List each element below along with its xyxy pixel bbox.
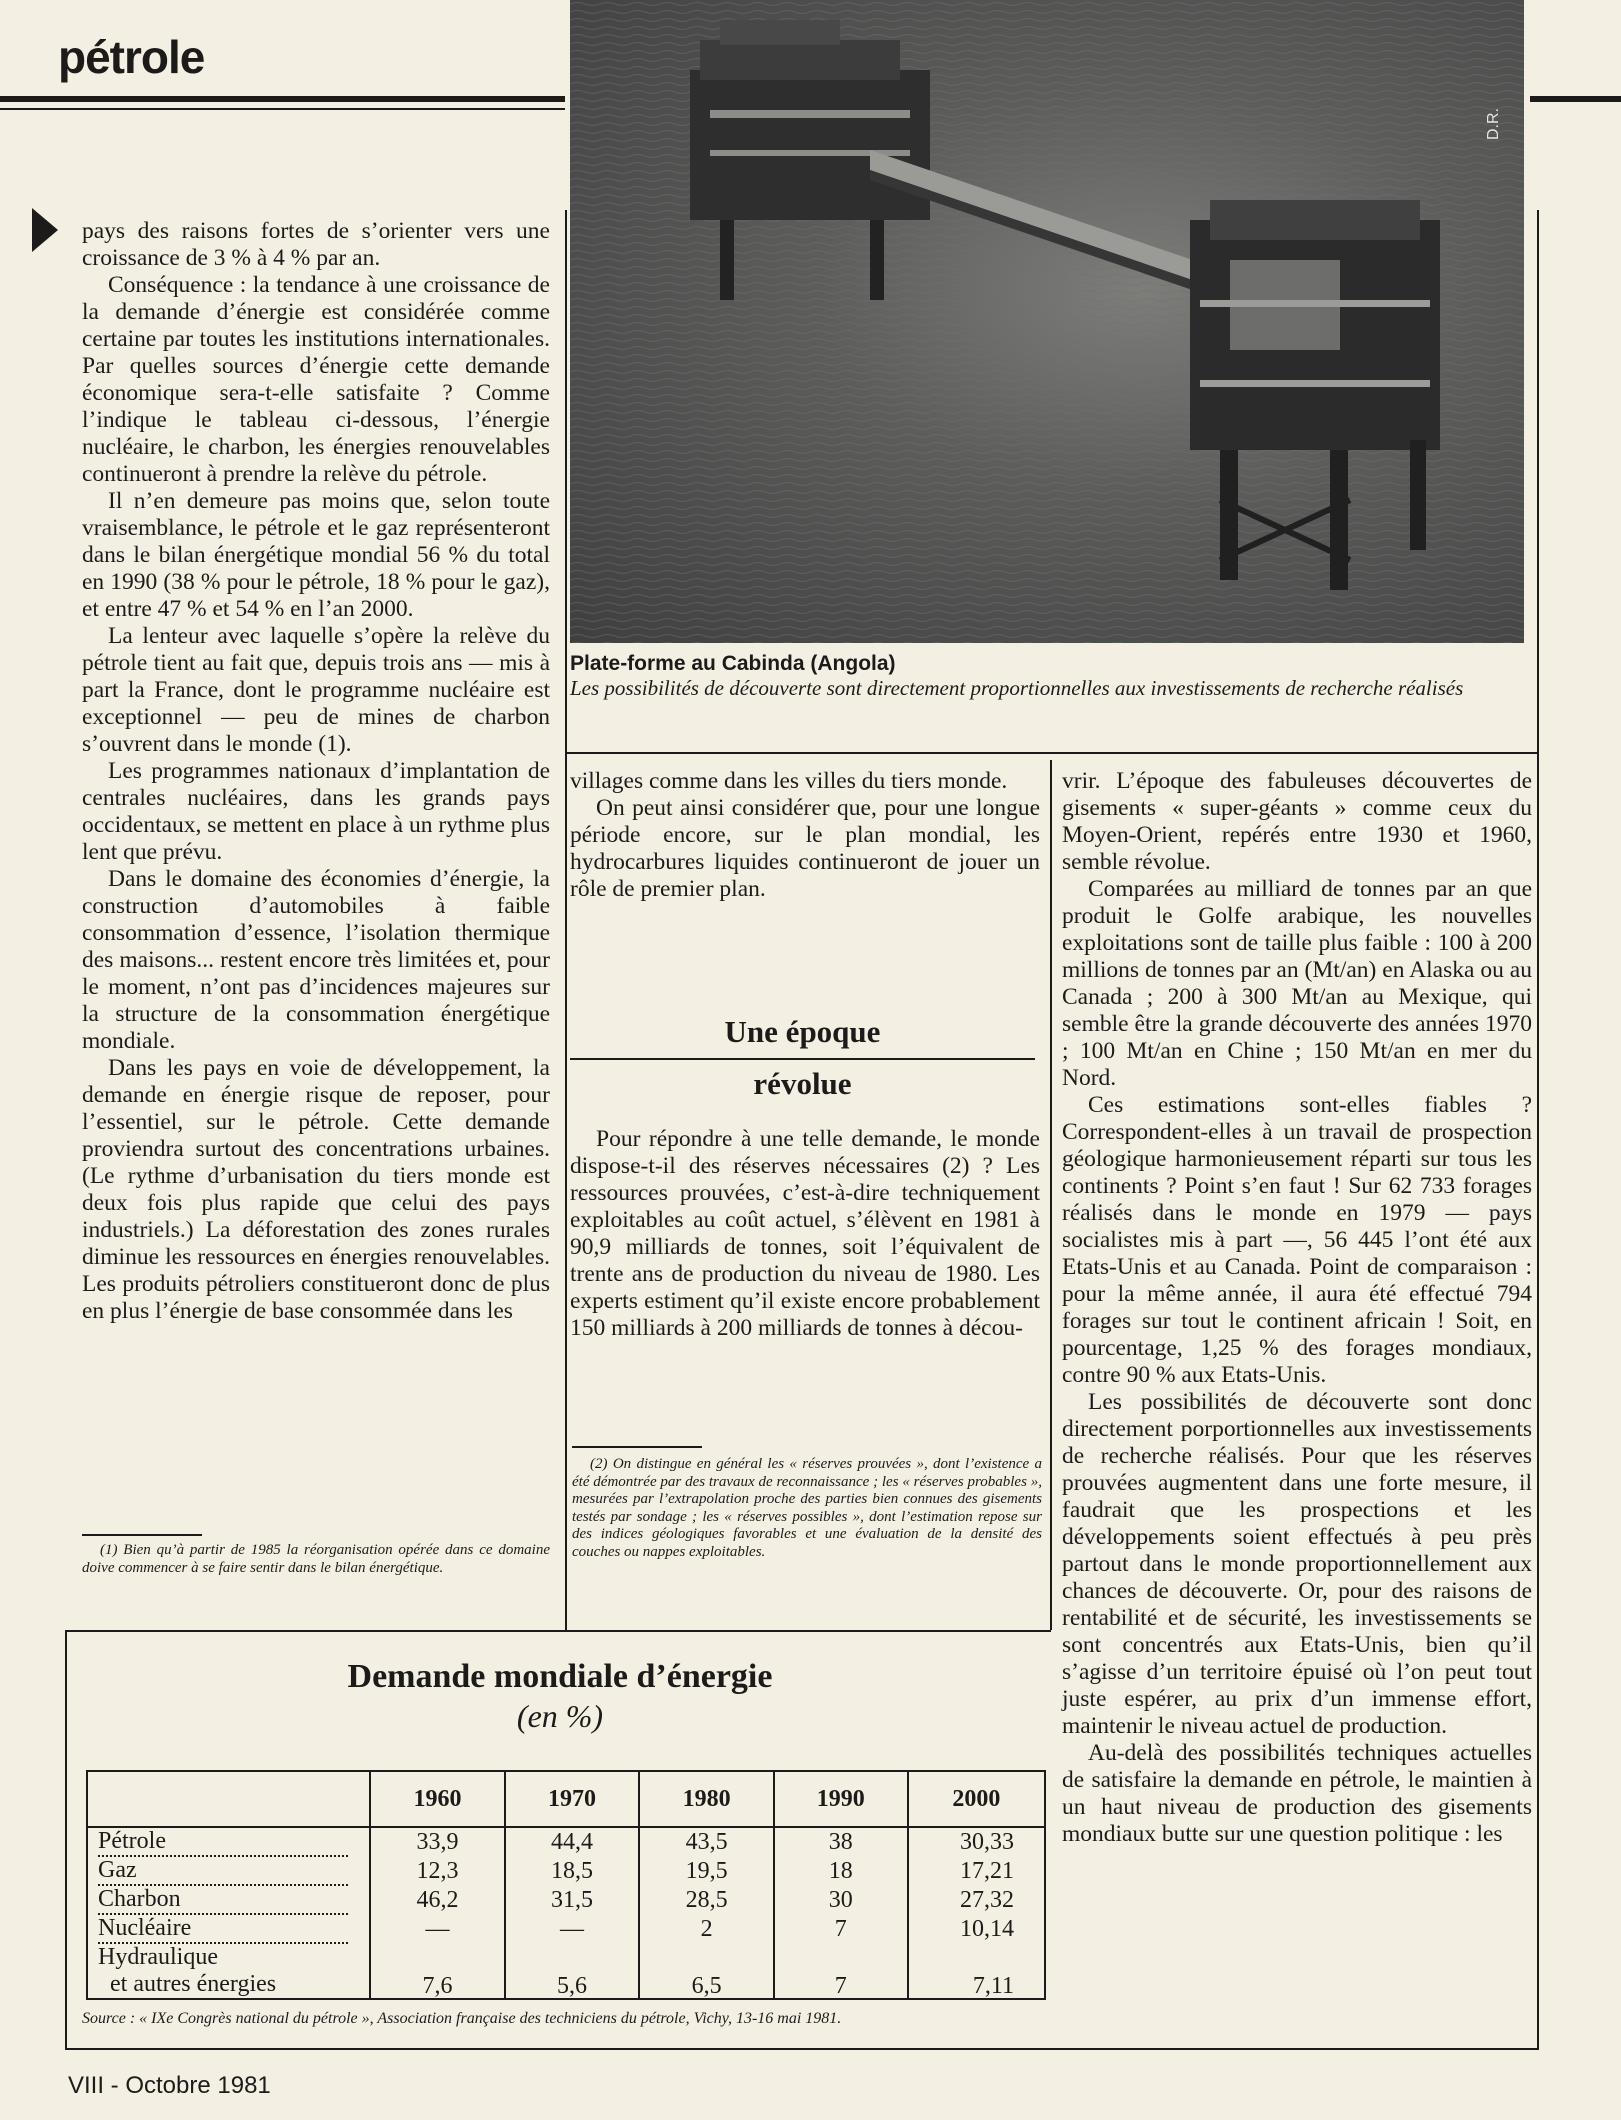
caption-text: Les possibilités de découverte sont directement proportionnelles aux investissements de recherche réalisés xyxy=(570,676,1464,700)
paragraph: Comparées au milliard de tonnes par an que produit le Golfe arabique, les nouvelles exploitations sont de taille plus faible : 100 à 200 millions de tonnes par an (Mt/an) en Alaska ou au Canada ; 200 à 300 Mt/an au Mexique, qui semble être la grande découverte des années 1970 ; 100 Mt/an en Chine ; 150 Mt/an en mer du Nord. xyxy=(1062,876,1532,1091)
column-rule xyxy=(565,210,567,1630)
table-row xyxy=(88,1827,1044,1857)
paragraph: Conséquence : la tendance à une croissance de la demande d’énergie est considérée comme certaine par toutes les institutions internationales. Par quelles sources d’énergie cette demande économique sera-t-elle satisfaite ? Comme l’indique le tableau ci-dessous, l’énergie nucléaire, le charbon, les énergies renouvelables continueront à prendre la relève du pétrole. xyxy=(82,272,550,487)
footnote-text: (1) Bien qu’à partir de 1985 la réorganisation opérée dans ce domaine doive commencer à se faire sentir dans le bilan énergétique. xyxy=(82,1542,550,1576)
paragraph: Les possibilités de découverte sont donc directement porportionnelles aux investissements de recherche réalisés. Pour que les réserves prouvées augmentent dans une forte mesure, il faudrait que les prospections et les développements soient effectués à peu près partout dans le monde proportionnellement aux chances de découverte. Or, pour des raisons de rentabilité et de sécurité, les investissements se sont concentrés aux Etats-Unis, bien qu’il s’agisse d’un territoire épuisé où l’on peut tout juste espérer, au prix d’un immense effort, maintenir le niveau actuel de production. xyxy=(1062,1389,1532,1739)
paragraph: Les programmes nationaux d’implantation de centrales nucléaires, dans les grands pays occidentaux, se mettent en place à un rythme plus lent que prévu. xyxy=(82,758,550,865)
row-label: Gaz xyxy=(98,1857,348,1886)
table-title: Demande mondiale d’énergie xyxy=(347,1658,773,1695)
paragraph: Il n’en demeure pas moins que, selon toute vraisemblance, le pétrole et le gaz représenteront dans le bilan énergétique mondial 56 % du total en 1990 (38 % pour le pétrole, 18 % pour le gaz), et entre 47 % et 54 % en l’an 2000. xyxy=(82,488,550,622)
cell: 27,32 xyxy=(908,1886,1044,1915)
cell: 28,5 xyxy=(639,1886,774,1915)
row-label: Nucléaire xyxy=(98,1915,348,1944)
row-label: Pétrole xyxy=(98,1828,348,1857)
cell: 31,5 xyxy=(505,1886,640,1915)
subhead-line-2: révolue xyxy=(753,1066,852,1101)
cell: — xyxy=(370,1915,505,1944)
column-rule xyxy=(1537,210,1539,2050)
section-title: pétrole xyxy=(58,31,205,83)
footnote-rule xyxy=(82,1534,202,1536)
cell: 7,11 xyxy=(908,1944,1044,2000)
year-header: 2000 xyxy=(908,1772,1044,1827)
paragraph: vrir. L’époque des fabuleuses découvertes de gisements « super-géants » comme ceux du Moyen-Orient, repérés entre 1930 et 1960, semble révolue. xyxy=(1062,768,1532,875)
table-row xyxy=(88,1857,1044,1886)
table-source: Source : « IXe Congrès national du pétrole », Association française des techniciens du pétrole, Vichy, 13-16 mai 1981. xyxy=(82,2010,842,2027)
cell: 46,2 xyxy=(370,1886,505,1915)
cell: 17,21 xyxy=(908,1857,1044,1886)
table-subtitle: (en %) xyxy=(516,1698,604,1734)
footnote-rule xyxy=(572,1446,702,1448)
paragraph: Ces estimations sont-elles fiables ? Correspondent-elles à un travail de prospection géologique harmonieusement réparti sur tous les continents ? Point s’en faut ! Sur 62 733 forages réalisés dans le monde en 1979 — pays socialistes mis à part —, 56 445 l’ont été aux Etats-Unis et au Canada. Point de comparaison : pour la même année, il aura été effectué 794 forages sur tout le continent africain ! Soit, en pourcentage, 1,25 % des forages mondiaux, contre 90 % aux Etats-Unis. xyxy=(1062,1092,1532,1388)
cell: 6,5 xyxy=(639,1944,774,2000)
cell: 2 xyxy=(639,1915,774,1944)
cell: 38 xyxy=(774,1827,908,1857)
paragraph: La lenteur avec laquelle s’opère la relève du pétrole tient au fait que, depuis trois ans — mis à part la France, dont le programme nucléaire est exceptionnel — peu de mines de charbon s’ouvrent dans le monde (1). xyxy=(82,623,550,757)
table-row xyxy=(88,1944,1044,2000)
year-header: 1960 xyxy=(370,1772,505,1827)
paragraph: pays des raisons fortes de s’orienter vers une croissance de 3 % à 4 % par an. xyxy=(82,218,550,271)
cell: 12,3 xyxy=(370,1857,505,1886)
paragraph: Dans les pays en voie de développement, la demande en énergie risque de reposer, pour l’essentiel, sur le pétrole. Cette demande proviendra surtout des concentrations urbaines. (Le rythme d’urbanisation du tiers monde est deux fois plus rapide que celui des pays industriels.) La déforestation des zones rurales diminue les ressources en énergies renouvelables. Les produits pétroliers constitueront donc de plus en plus l’énergie de base consommée dans les xyxy=(82,1055,550,1324)
header-rule xyxy=(0,96,565,102)
caption-bottom-rule xyxy=(565,752,1539,754)
subhead-line-1: Une époque xyxy=(724,1014,881,1049)
page-folio: VIII - Octobre 1981 xyxy=(68,2072,271,2099)
cell: 18 xyxy=(774,1857,908,1886)
footnote-2 xyxy=(572,1456,1042,1561)
footnote-1 xyxy=(82,1542,550,1577)
cell: 18,5 xyxy=(505,1857,640,1886)
header-rule-right xyxy=(1530,96,1621,102)
cell: — xyxy=(505,1915,640,1944)
cell: 10,14 xyxy=(908,1915,1044,1944)
continuation-arrow-icon xyxy=(32,208,58,252)
header-corner xyxy=(88,1772,370,1827)
column-3 xyxy=(1062,768,1532,1848)
column-rule xyxy=(1050,760,1052,1630)
row-label: Hydraulique xyxy=(98,1944,218,1970)
energy-table-frame xyxy=(86,1770,1046,2000)
table-row xyxy=(88,1915,1044,1944)
column-1 xyxy=(82,218,550,1325)
row-label-2: et autres énergies xyxy=(110,1971,348,2000)
cell: 7 xyxy=(774,1944,908,2000)
table-row xyxy=(88,1886,1044,1915)
year-header: 1990 xyxy=(774,1772,908,1827)
energy-table xyxy=(88,1772,1044,2000)
cell: 30 xyxy=(774,1886,908,1915)
cell: 7,6 xyxy=(370,1944,505,2000)
caption-title: Plate-forme au Cabinda (Angola) xyxy=(570,652,896,675)
table-header-row xyxy=(88,1772,1044,1827)
cell: 44,4 xyxy=(505,1827,640,1857)
row-label: Charbon xyxy=(98,1886,348,1915)
platform-illustration xyxy=(570,0,1524,643)
cell: 43,5 xyxy=(639,1827,774,1857)
column-2 xyxy=(570,768,1040,903)
cell: 33,9 xyxy=(370,1827,505,1857)
paragraph: On peut ainsi considérer que, pour une longue période encore, sur le plan mondial, les hydrocarbures liquides continueront de jouer un rôle de premier plan. xyxy=(570,795,1040,902)
cell: 19,5 xyxy=(639,1857,774,1886)
footnote-text: (2) On distingue en général les « réserves prouvées », dont l’existence a été démontrée par des travaux de reconnaissance ; les « réserves probables », mesurées par l’extrapolation proche des parties bien connues des gisements testés par sondage ; les « réserves possibles », dont l’estimation repose sur des indices géologiques favorables et une évaluation de la densité des couches ou nappes exploitables. xyxy=(572,1456,1042,1560)
year-header: 1980 xyxy=(639,1772,774,1827)
subhead-rule xyxy=(570,1058,1035,1060)
cell: 30,33 xyxy=(908,1827,1044,1857)
paragraph: villages comme dans les villes du tiers monde. xyxy=(570,768,1008,794)
paragraph: Au-delà des possibilités techniques actuelles de satisfaire la demande en pétrole, le maintien à un haut niveau de production des gisements mondiaux butte sur une question politique : les xyxy=(1062,1740,1532,1847)
header-rule-thin xyxy=(0,108,565,110)
paragraph: Dans le domaine des économies d’énergie, la construction d’automobiles à faible consommation d’essence, l’isolation thermique des maisons... restent encore très limitées et, pour le moment, n’ont pas d’incidences majeures sur la structure de la consommation énergétique mondiale. xyxy=(82,866,550,1054)
cell: 5,6 xyxy=(505,1944,640,2000)
cell: 7 xyxy=(774,1915,908,1944)
table-box-left xyxy=(65,1630,67,2050)
paragraph: Pour répondre à une telle demande, le monde dispose-t-il des réserves nécessaires (2) ? Les ressources prouvées, c’est-à-dire techniquement exploitables au coût actuel, s’élèvent en 1981 à 90,9 milliards de tonnes, soit l’équivalent de trente ans de production du niveau de 1980. Les experts estiment qu’il existe encore probablement 150 milliards à 200 milliards de tonnes à décou- xyxy=(570,1126,1040,1341)
table-box-top xyxy=(65,1630,1051,1632)
table-box-bottom xyxy=(65,2048,1539,2050)
photo-caption xyxy=(570,652,1530,701)
column-2b xyxy=(570,1126,1040,1342)
photo-credit: D.R. xyxy=(1485,108,1502,140)
year-header: 1970 xyxy=(505,1772,640,1827)
photo-oil-platform xyxy=(570,0,1524,643)
